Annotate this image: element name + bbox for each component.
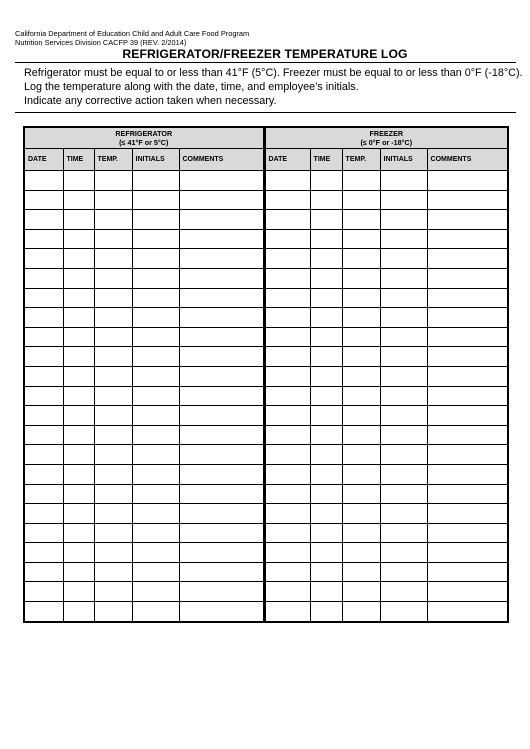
refrigerator-comments-cell[interactable]: [179, 347, 264, 367]
refrigerator-comments-cell[interactable]: [179, 504, 264, 524]
freezer-temp-cell[interactable]: [342, 249, 380, 269]
freezer-temp-cell[interactable]: [342, 543, 380, 563]
refrigerator-comments-cell[interactable]: [179, 523, 264, 543]
refrigerator-initials-cell[interactable]: [132, 602, 179, 622]
refrigerator-temp-cell[interactable]: [94, 327, 132, 347]
freezer-time-cell[interactable]: [310, 582, 342, 602]
table-row: [24, 484, 508, 504]
col-header-initials: INITIALS: [380, 149, 427, 171]
freezer-comments-cell[interactable]: [427, 366, 508, 386]
freezer-time-cell[interactable]: [310, 249, 342, 269]
refrigerator-comments-cell[interactable]: [179, 562, 264, 582]
refrigerator-date-cell[interactable]: [24, 386, 63, 406]
freezer-comments-cell[interactable]: [427, 347, 508, 367]
refrigerator-time-cell[interactable]: [63, 602, 94, 622]
freezer-date-cell[interactable]: [264, 229, 310, 249]
refrigerator-date-cell[interactable]: [24, 504, 63, 524]
table-row: [24, 464, 508, 484]
freezer-date-cell[interactable]: [264, 445, 310, 465]
refrigerator-initials-cell[interactable]: [132, 268, 179, 288]
refrigerator-comments-cell[interactable]: [179, 425, 264, 445]
refrigerator-date-cell[interactable]: [24, 347, 63, 367]
freezer-date-cell[interactable]: [264, 464, 310, 484]
temperature-log-table: [23, 126, 509, 623]
freezer-temp-cell[interactable]: [342, 229, 380, 249]
col-header-temp: TEMP.: [94, 149, 132, 171]
freezer-comments-cell[interactable]: [427, 484, 508, 504]
freezer-initials-cell[interactable]: [380, 543, 427, 563]
refrigerator-comments-cell[interactable]: [179, 210, 264, 230]
freezer-comments-cell[interactable]: [427, 171, 508, 191]
refrigerator-comments-cell[interactable]: [179, 464, 264, 484]
freezer-time-cell[interactable]: [310, 327, 342, 347]
refrigerator-temp-cell[interactable]: [94, 171, 132, 191]
table-row: [24, 288, 508, 308]
freezer-time-cell[interactable]: [310, 484, 342, 504]
refrigerator-initials-cell[interactable]: [132, 582, 179, 602]
freezer-date-cell[interactable]: [264, 562, 310, 582]
refrigerator-date-cell[interactable]: [24, 190, 63, 210]
table-row: [24, 249, 508, 269]
refrigerator-initials-cell[interactable]: [132, 229, 179, 249]
refrigerator-temp-cell[interactable]: [94, 582, 132, 602]
refrigerator-time-cell[interactable]: [63, 268, 94, 288]
refrigerator-initials-cell[interactable]: [132, 308, 179, 328]
freezer-date-cell[interactable]: [264, 406, 310, 426]
refrigerator-initials-cell[interactable]: [132, 347, 179, 367]
refrigerator-initials-cell[interactable]: [132, 504, 179, 524]
freezer-date-cell[interactable]: [264, 288, 310, 308]
freezer-initials-cell[interactable]: [380, 582, 427, 602]
log-rows: [24, 171, 508, 622]
freezer-comments-cell[interactable]: [427, 229, 508, 249]
instruction-temperature-limits: Refrigerator must be equal to or less than 41°F (5°C). Freezer must be equal to or less than 0°F (-18°C).: [24, 67, 523, 79]
refrigerator-time-cell[interactable]: [63, 229, 94, 249]
col-header-time: TIME: [63, 149, 94, 171]
freezer-time-cell[interactable]: [310, 308, 342, 328]
refrigerator-date-cell[interactable]: [24, 562, 63, 582]
freezer-time-cell[interactable]: [310, 425, 342, 445]
refrigerator-date-cell[interactable]: [24, 249, 63, 269]
freezer-temp-cell[interactable]: [342, 523, 380, 543]
freezer-temp-cell[interactable]: [342, 366, 380, 386]
table-row: [24, 425, 508, 445]
refrigerator-group-header: [24, 127, 264, 149]
refrigerator-temp-cell[interactable]: [94, 425, 132, 445]
refrigerator-time-cell[interactable]: [63, 210, 94, 230]
freezer-date-cell[interactable]: [264, 425, 310, 445]
freezer-initials-cell[interactable]: [380, 327, 427, 347]
freezer-initials-cell[interactable]: [380, 484, 427, 504]
freezer-initials-cell[interactable]: [380, 308, 427, 328]
refrigerator-temp-cell[interactable]: [94, 288, 132, 308]
freezer-comments-cell[interactable]: [427, 523, 508, 543]
refrigerator-time-cell[interactable]: [63, 288, 94, 308]
refrigerator-date-cell[interactable]: [24, 484, 63, 504]
refrigerator-comments-cell[interactable]: [179, 406, 264, 426]
page-title: REFRIGERATOR/FREEZER TEMPERATURE LOG: [122, 47, 408, 61]
refrigerator-temp-cell[interactable]: [94, 386, 132, 406]
freezer-date-cell[interactable]: [264, 171, 310, 191]
refrigerator-time-cell[interactable]: [63, 523, 94, 543]
refrigerator-temp-cell[interactable]: [94, 543, 132, 563]
freezer-initials-cell[interactable]: [380, 504, 427, 524]
refrigerator-time-cell[interactable]: [63, 366, 94, 386]
freezer-comments-cell[interactable]: [427, 190, 508, 210]
refrigerator-comments-cell[interactable]: [179, 229, 264, 249]
freezer-time-cell[interactable]: [310, 229, 342, 249]
freezer-initials-cell[interactable]: [380, 406, 427, 426]
refrigerator-date-cell[interactable]: [24, 366, 63, 386]
refrigerator-temp-cell[interactable]: [94, 464, 132, 484]
freezer-date-cell[interactable]: [264, 582, 310, 602]
freezer-initials-cell[interactable]: [380, 425, 427, 445]
freezer-date-cell[interactable]: [264, 210, 310, 230]
freezer-date-cell[interactable]: [264, 347, 310, 367]
freezer-date-cell[interactable]: [264, 249, 310, 269]
freezer-temp-cell[interactable]: [342, 171, 380, 191]
refrigerator-initials-cell[interactable]: [132, 327, 179, 347]
freezer-time-cell[interactable]: [310, 464, 342, 484]
refrigerator-date-cell[interactable]: [24, 288, 63, 308]
freezer-temp-cell[interactable]: [342, 406, 380, 426]
refrigerator-initials-cell[interactable]: [132, 445, 179, 465]
freezer-comments-cell[interactable]: [427, 562, 508, 582]
freezer-initials-cell[interactable]: [380, 268, 427, 288]
freezer-temp-cell[interactable]: [342, 504, 380, 524]
freezer-date-cell[interactable]: [264, 523, 310, 543]
refrigerator-date-cell[interactable]: [24, 268, 63, 288]
refrigerator-date-cell[interactable]: [24, 602, 63, 622]
table-row: [24, 602, 508, 622]
refrigerator-temp-cell[interactable]: [94, 484, 132, 504]
freezer-time-cell[interactable]: [310, 347, 342, 367]
refrigerator-initials-cell[interactable]: [132, 484, 179, 504]
refrigerator-comments-cell[interactable]: [179, 366, 264, 386]
refrigerator-comments-cell[interactable]: [179, 327, 264, 347]
refrigerator-initials-cell[interactable]: [132, 523, 179, 543]
refrigerator-comments-cell[interactable]: [179, 268, 264, 288]
freezer-initials-cell[interactable]: [380, 602, 427, 622]
refrigerator-date-cell[interactable]: [24, 543, 63, 563]
title-rule: [15, 62, 516, 63]
refrigerator-temp-cell[interactable]: [94, 366, 132, 386]
refrigerator-temp-cell[interactable]: [94, 523, 132, 543]
freezer-temp-cell[interactable]: [342, 464, 380, 484]
freezer-time-cell[interactable]: [310, 562, 342, 582]
freezer-date-cell[interactable]: [264, 327, 310, 347]
freezer-temp-cell[interactable]: [342, 484, 380, 504]
refrigerator-initials-cell[interactable]: [132, 543, 179, 563]
refrigerator-time-cell[interactable]: [63, 406, 94, 426]
freezer-temp-cell[interactable]: [342, 562, 380, 582]
refrigerator-comments-cell[interactable]: [179, 249, 264, 269]
instruction-logging: Log the temperature along with the date, time, and employee’s initials.: [24, 81, 359, 93]
freezer-time-cell[interactable]: [310, 171, 342, 191]
freezer-date-cell[interactable]: [264, 602, 310, 622]
refrigerator-time-cell[interactable]: [63, 386, 94, 406]
table-row: [24, 523, 508, 543]
freezer-comments-cell[interactable]: [427, 268, 508, 288]
refrigerator-comments-cell[interactable]: [179, 171, 264, 191]
freezer-time-cell[interactable]: [310, 406, 342, 426]
freezer-time-cell[interactable]: [310, 190, 342, 210]
freezer-temp-cell[interactable]: [342, 268, 380, 288]
freezer-time-cell[interactable]: [310, 504, 342, 524]
refrigerator-temp-cell[interactable]: [94, 268, 132, 288]
refrigerator-initials-cell[interactable]: [132, 464, 179, 484]
refrigerator-initials-cell[interactable]: [132, 562, 179, 582]
refrigerator-time-cell[interactable]: [63, 562, 94, 582]
freezer-initials-cell[interactable]: [380, 190, 427, 210]
table-row: [24, 347, 508, 367]
freezer-time-cell[interactable]: [310, 210, 342, 230]
table-row: [24, 445, 508, 465]
refrigerator-time-cell[interactable]: [63, 425, 94, 445]
table-row: [24, 543, 508, 563]
col-header-time: TIME: [310, 149, 342, 171]
refrigerator-date-cell[interactable]: [24, 523, 63, 543]
refrigerator-time-cell[interactable]: [63, 582, 94, 602]
freezer-time-cell[interactable]: [310, 523, 342, 543]
refrigerator-comments-cell[interactable]: [179, 582, 264, 602]
freezer-initials-cell[interactable]: [380, 445, 427, 465]
freezer-initials-cell[interactable]: [380, 523, 427, 543]
refrigerator-time-cell[interactable]: [63, 347, 94, 367]
refrigerator-initials-cell[interactable]: [132, 249, 179, 269]
freezer-temp-cell[interactable]: [342, 210, 380, 230]
refrigerator-date-cell[interactable]: [24, 210, 63, 230]
table-row: [24, 562, 508, 582]
refrigerator-time-cell[interactable]: [63, 190, 94, 210]
refrigerator-time-cell[interactable]: [63, 249, 94, 269]
refrigerator-time-cell[interactable]: [63, 171, 94, 191]
table-row: [24, 308, 508, 328]
freezer-temp-cell[interactable]: [342, 327, 380, 347]
freezer-date-cell[interactable]: [264, 366, 310, 386]
freezer-comments-cell[interactable]: [427, 249, 508, 269]
refrigerator-comments-cell[interactable]: [179, 386, 264, 406]
table-row: [24, 386, 508, 406]
refrigerator-comments-cell[interactable]: [179, 308, 264, 328]
freezer-date-cell[interactable]: [264, 268, 310, 288]
freezer-date-cell[interactable]: [264, 190, 310, 210]
freezer-label: FREEZER: [369, 129, 404, 138]
freezer-temp-cell[interactable]: [342, 445, 380, 465]
freezer-initials-cell[interactable]: [380, 288, 427, 308]
column-header-row: [24, 149, 508, 171]
freezer-initials-cell[interactable]: [380, 210, 427, 230]
refrigerator-temp-cell[interactable]: [94, 249, 132, 269]
refrigerator-comments-cell[interactable]: [179, 543, 264, 563]
refrigerator-temp-cell[interactable]: [94, 229, 132, 249]
refrigerator-initials-cell[interactable]: [132, 171, 179, 191]
freezer-comments-cell[interactable]: [427, 327, 508, 347]
refrigerator-range: (≤ 41°F or 5°C): [119, 138, 169, 147]
refrigerator-date-cell[interactable]: [24, 171, 63, 191]
refrigerator-temp-cell[interactable]: [94, 347, 132, 367]
table-row: [24, 366, 508, 386]
refrigerator-initials-cell[interactable]: [132, 288, 179, 308]
freezer-comments-cell[interactable]: [427, 210, 508, 230]
refrigerator-date-cell[interactable]: [24, 582, 63, 602]
freezer-comments-cell[interactable]: [427, 602, 508, 622]
refrigerator-date-cell[interactable]: [24, 445, 63, 465]
instructions-rule: [15, 112, 516, 113]
freezer-time-cell[interactable]: [310, 543, 342, 563]
freezer-temp-cell[interactable]: [342, 190, 380, 210]
table-row: [24, 327, 508, 347]
refrigerator-date-cell[interactable]: [24, 406, 63, 426]
freezer-initials-cell[interactable]: [380, 366, 427, 386]
freezer-comments-cell[interactable]: [427, 386, 508, 406]
refrigerator-time-cell[interactable]: [63, 327, 94, 347]
table-row: [24, 268, 508, 288]
refrigerator-comments-cell[interactable]: [179, 484, 264, 504]
freezer-initials-cell[interactable]: [380, 562, 427, 582]
table-row: [24, 406, 508, 426]
refrigerator-temp-cell[interactable]: [94, 504, 132, 524]
freezer-comments-cell[interactable]: [427, 543, 508, 563]
freezer-date-cell[interactable]: [264, 308, 310, 328]
freezer-comments-cell[interactable]: [427, 582, 508, 602]
freezer-comments-cell[interactable]: [427, 288, 508, 308]
freezer-time-cell[interactable]: [310, 268, 342, 288]
refrigerator-date-cell[interactable]: [24, 425, 63, 445]
refrigerator-temp-cell[interactable]: [94, 210, 132, 230]
refrigerator-comments-cell[interactable]: [179, 190, 264, 210]
refrigerator-time-cell[interactable]: [63, 445, 94, 465]
freezer-comments-cell[interactable]: [427, 504, 508, 524]
freezer-initials-cell[interactable]: [380, 386, 427, 406]
freezer-temp-cell[interactable]: [342, 425, 380, 445]
form-id-line: Nutrition Services Division CACFP 39 (REV. 2/2014): [15, 38, 187, 47]
freezer-date-cell[interactable]: [264, 386, 310, 406]
freezer-temp-cell[interactable]: [342, 602, 380, 622]
freezer-temp-cell[interactable]: [342, 308, 380, 328]
refrigerator-date-cell[interactable]: [24, 308, 63, 328]
refrigerator-temp-cell[interactable]: [94, 445, 132, 465]
refrigerator-temp-cell[interactable]: [94, 190, 132, 210]
freezer-temp-cell[interactable]: [342, 347, 380, 367]
refrigerator-comments-cell[interactable]: [179, 602, 264, 622]
refrigerator-temp-cell[interactable]: [94, 562, 132, 582]
refrigerator-time-cell[interactable]: [63, 464, 94, 484]
refrigerator-initials-cell[interactable]: [132, 366, 179, 386]
refrigerator-date-cell[interactable]: [24, 464, 63, 484]
freezer-initials-cell[interactable]: [380, 229, 427, 249]
refrigerator-time-cell[interactable]: [63, 484, 94, 504]
freezer-temp-cell[interactable]: [342, 582, 380, 602]
table-row: [24, 210, 508, 230]
col-header-comments: COMMENTS: [427, 149, 508, 171]
freezer-time-cell[interactable]: [310, 386, 342, 406]
refrigerator-initials-cell[interactable]: [132, 210, 179, 230]
freezer-comments-cell[interactable]: [427, 308, 508, 328]
col-header-comments: COMMENTS: [179, 149, 264, 171]
refrigerator-label: REFRIGERATOR: [115, 129, 173, 138]
refrigerator-date-cell[interactable]: [24, 229, 63, 249]
refrigerator-temp-cell[interactable]: [94, 602, 132, 622]
freezer-initials-cell[interactable]: [380, 249, 427, 269]
freezer-group-header: [264, 127, 508, 149]
freezer-range: (≤ 0°F or -18°C): [360, 138, 413, 147]
refrigerator-time-cell[interactable]: [63, 543, 94, 563]
refrigerator-comments-cell[interactable]: [179, 445, 264, 465]
table-row: [24, 229, 508, 249]
freezer-comments-cell[interactable]: [427, 445, 508, 465]
freezer-comments-cell[interactable]: [427, 406, 508, 426]
freezer-initials-cell[interactable]: [380, 464, 427, 484]
table-row: [24, 582, 508, 602]
col-header-temp: TEMP.: [342, 149, 380, 171]
instruction-corrective-action: Indicate any corrective action taken when necessary.: [24, 95, 277, 107]
agency-line: California Department of Education Child and Adult Care Food Program: [15, 29, 250, 38]
table-row: [24, 190, 508, 210]
refrigerator-initials-cell[interactable]: [132, 190, 179, 210]
refrigerator-initials-cell[interactable]: [132, 425, 179, 445]
refrigerator-initials-cell[interactable]: [132, 406, 179, 426]
group-header-row: [24, 127, 508, 149]
col-header-initials: INITIALS: [132, 149, 179, 171]
refrigerator-date-cell[interactable]: [24, 327, 63, 347]
freezer-comments-cell[interactable]: [427, 425, 508, 445]
freezer-date-cell[interactable]: [264, 484, 310, 504]
col-header-date: DATE: [24, 149, 63, 171]
refrigerator-comments-cell[interactable]: [179, 288, 264, 308]
col-header-date: DATE: [264, 149, 310, 171]
freezer-initials-cell[interactable]: [380, 171, 427, 191]
freezer-date-cell[interactable]: [264, 504, 310, 524]
freezer-time-cell[interactable]: [310, 288, 342, 308]
refrigerator-time-cell[interactable]: [63, 504, 94, 524]
freezer-temp-cell[interactable]: [342, 288, 380, 308]
refrigerator-initials-cell[interactable]: [132, 386, 179, 406]
refrigerator-temp-cell[interactable]: [94, 308, 132, 328]
refrigerator-time-cell[interactable]: [63, 308, 94, 328]
freezer-time-cell[interactable]: [310, 366, 342, 386]
table-row: [24, 171, 508, 191]
freezer-initials-cell[interactable]: [380, 347, 427, 367]
table-row: [24, 504, 508, 524]
freezer-date-cell[interactable]: [264, 543, 310, 563]
freezer-comments-cell[interactable]: [427, 464, 508, 484]
refrigerator-temp-cell[interactable]: [94, 406, 132, 426]
freezer-time-cell[interactable]: [310, 445, 342, 465]
freezer-time-cell[interactable]: [310, 602, 342, 622]
freezer-temp-cell[interactable]: [342, 386, 380, 406]
